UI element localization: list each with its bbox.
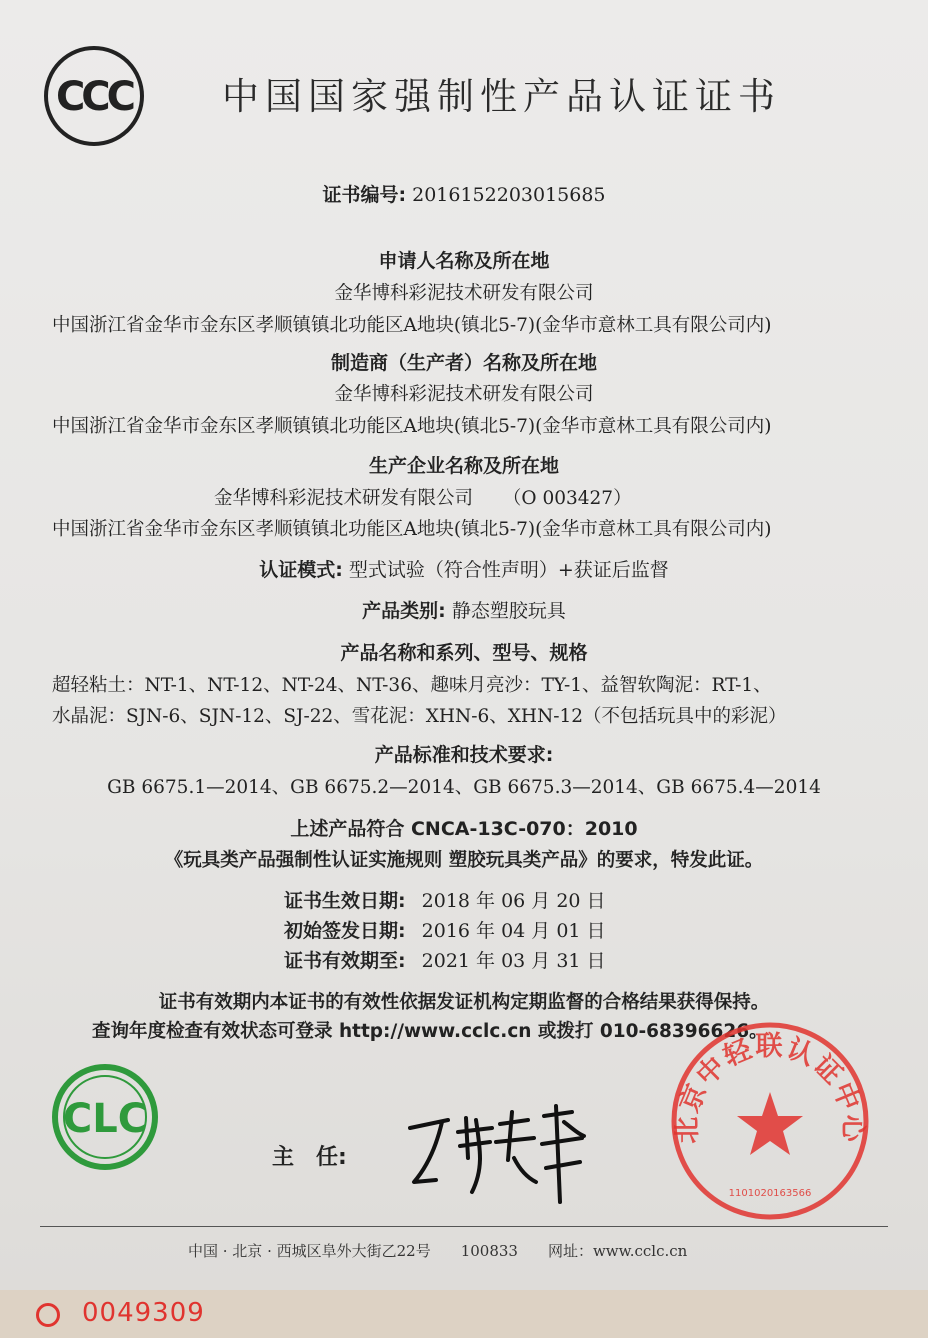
- products-line-1: 超轻粘土：NT-1、NT-12、NT-24、NT-36、趣味月亮沙：TY-1、益智软陶泥：RT-1、: [52, 675, 772, 696]
- conformity-line-2: 《玩具类产品强制性认证实施规则 塑胶玩具类产品》的要求，特发此证。: [164, 850, 764, 871]
- footer-address: 中国 · 北京 · 西城区阜外大街乙22号 100833 网址：www.cclc.cn: [188, 1242, 688, 1260]
- products-line-2: 水晶泥：SJN-6、SJN-12、SJ-22、雪花泥：XHN-6、XHN-12（不包括玩具中的彩泥）: [52, 706, 787, 727]
- applicant-name: 金华博科彩泥技术研发有限公司: [334, 283, 594, 304]
- standards-value: GB 6675.1—2014、GB 6675.2—2014、GB 6675.3—2014、GB 6675.4—2014: [107, 777, 821, 798]
- validity-note: 证书有效期内本证书的有效性依据发证机构定期监督的合格结果获得保持。: [158, 992, 770, 1013]
- factory-name: 金华博科彩泥技术研发有限公司: [214, 488, 474, 509]
- director-label: 主 任:: [272, 1145, 347, 1170]
- expiry-date-value: 2021 年 03 月 31 日: [421, 950, 606, 972]
- factory-address: 中国浙江省金华市金东区孝顺镇镇北功能区A地块(镇北5-7)(金华市意林工具有限公司内): [52, 519, 772, 540]
- certification-mode-label: 认证模式:: [259, 559, 343, 581]
- product-category-label: 产品类别:: [362, 600, 446, 622]
- cert-number-label: 证书编号:: [322, 184, 407, 206]
- official-seal: [669, 1020, 871, 1222]
- factory-heading: 生产企业名称及所在地: [368, 455, 559, 477]
- effective-date-label: 证书生效日期:: [284, 890, 406, 912]
- standards-heading: 产品标准和技术要求:: [374, 744, 554, 766]
- applicant-heading: 申请人名称及所在地: [378, 250, 550, 272]
- applicant-address: 中国浙江省金华市金东区孝顺镇镇北功能区A地块(镇北5-7)(金华市意林工具有限公司内): [52, 315, 772, 336]
- certification-mode-value: 型式试验（符合性声明）+获证后监督: [348, 559, 669, 581]
- manufacturer-heading: 制造商（生产者）名称及所在地: [330, 352, 597, 374]
- seal-ring-text: 北京中轻联认证中心: [671, 1031, 869, 1144]
- bottom-bar-number: 0049309: [82, 1298, 205, 1328]
- bottom-bar: [0, 1290, 928, 1338]
- cert-number-line: [0, 180, 928, 207]
- product-category-value: 静态塑胶玩具: [451, 600, 566, 622]
- initial-issue-date-value: 2016 年 04 月 01 日: [421, 920, 606, 942]
- certificate-title: 中国国家强制性产品认证证书: [222, 75, 781, 118]
- product-category-line: [0, 596, 928, 623]
- manufacturer-name: 金华博科彩泥技术研发有限公司: [334, 384, 594, 405]
- initial-issue-date-label: 初始签发日期:: [284, 920, 406, 942]
- initial-issue-date-line: [284, 916, 606, 943]
- cert-number-value: 2016152203015685: [412, 184, 606, 206]
- query-note: 查询年度检查有效状态可登录 http://www.cclc.cn 或拨打 010-68396626。: [92, 1021, 768, 1042]
- footer-divider: [40, 1226, 888, 1227]
- factory-code: （O 003427）: [502, 488, 632, 509]
- ccc-logo: [42, 44, 146, 148]
- ccc-logo-text: CCC: [55, 74, 133, 120]
- conformity-line-1: 上述产品符合 CNCA-13C-070：2010: [290, 818, 638, 840]
- clc-logo: [50, 1062, 160, 1172]
- effective-date-value: 2018 年 06 月 20 日: [421, 890, 606, 912]
- certification-mode-line: [0, 555, 928, 582]
- factory-name-line: [214, 484, 632, 510]
- clc-logo-text: CLC: [62, 1096, 148, 1142]
- circle-icon: [36, 1303, 60, 1327]
- expiry-date-line: [284, 946, 606, 973]
- effective-date-line: [284, 886, 606, 913]
- expiry-date-label: 证书有效期至:: [284, 950, 406, 972]
- seal-serial: 1101020163566: [728, 1188, 812, 1199]
- manufacturer-address: 中国浙江省金华市金东区孝顺镇镇北功能区A地块(镇北5-7)(金华市意林工具有限公司内): [52, 416, 772, 437]
- director-signature: [396, 1098, 596, 1208]
- products-heading: 产品名称和系列、型号、规格: [340, 642, 588, 664]
